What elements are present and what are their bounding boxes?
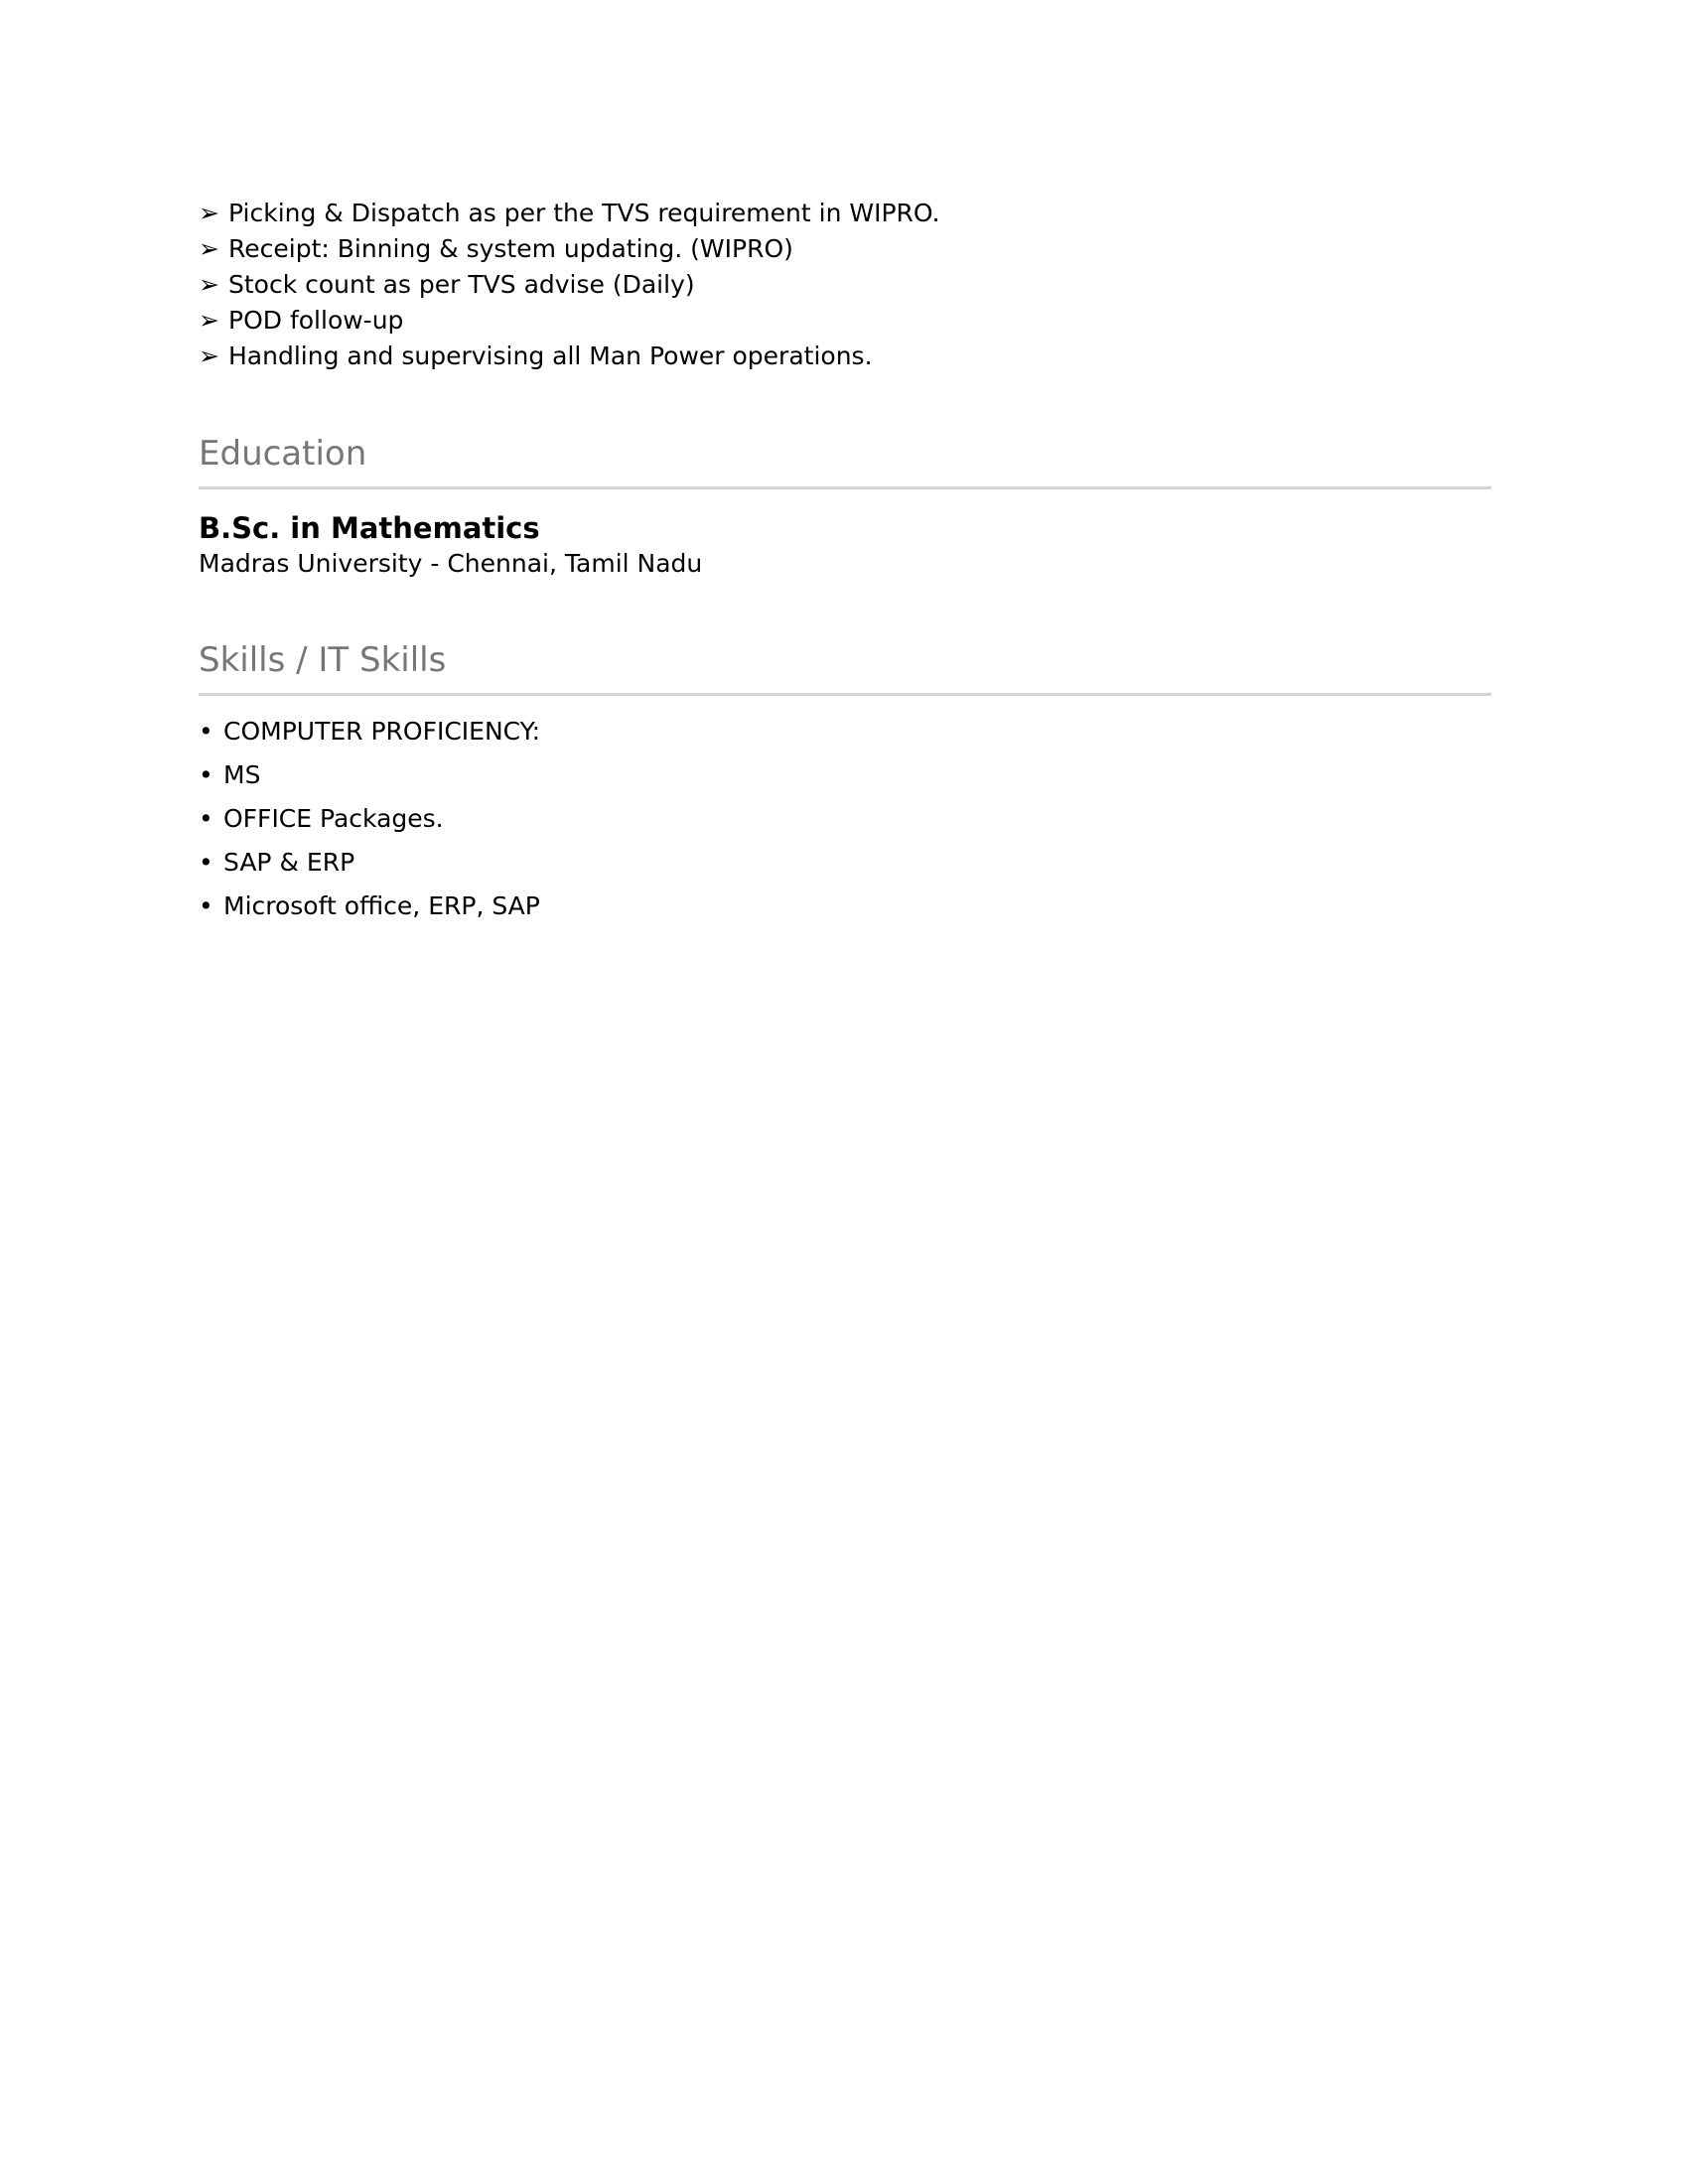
arrow-bullet-icon: ➢ — [199, 270, 219, 299]
skill-item — [199, 714, 1491, 757]
skill-text: OFFICE Packages. — [223, 804, 444, 833]
school-name: Madras University - Chennai, Tamil Nadu — [199, 549, 703, 578]
bullet-icon: • — [199, 760, 213, 789]
duty-item — [199, 339, 1491, 374]
arrow-bullet-icon: ➢ — [199, 234, 219, 263]
duty-item — [199, 303, 1491, 339]
bullet-icon: • — [199, 891, 213, 920]
skill-item — [199, 845, 1491, 888]
duty-item — [199, 267, 1491, 303]
degree-title: B.Sc. in Mathematics — [199, 511, 540, 545]
skill-item — [199, 888, 1491, 932]
arrow-bullet-icon: ➢ — [199, 341, 219, 370]
education-heading: Education — [199, 434, 367, 474]
duty-item — [199, 231, 1491, 267]
duty-text: Picking & Dispatch as per the TVS requirement in WIPRO. — [228, 199, 940, 227]
skill-text: MS — [223, 760, 261, 789]
duty-item — [199, 196, 1491, 231]
section-divider — [199, 486, 1491, 489]
duty-text: Receipt: Binning & system updating. (WIPRO) — [228, 234, 793, 263]
skill-item — [199, 757, 1491, 801]
arrow-bullet-icon: ➢ — [199, 199, 219, 227]
skill-text: SAP & ERP — [223, 848, 355, 877]
bullet-icon: • — [199, 717, 213, 746]
duty-text: POD follow-up — [228, 306, 404, 335]
skills-heading: Skills / IT Skills — [199, 640, 447, 680]
skill-text: Microsoft office, ERP, SAP — [223, 891, 540, 920]
education-section — [199, 432, 1491, 582]
skills-list — [199, 714, 1491, 932]
duty-text: Handling and supervising all Man Power operations. — [228, 341, 873, 370]
arrow-bullet-icon: ➢ — [199, 306, 219, 335]
skill-text: COMPUTER PROFICIENCY: — [223, 717, 541, 746]
skills-section — [199, 638, 1491, 932]
duty-text: Stock count as per TVS advise (Daily) — [228, 270, 695, 299]
skill-item — [199, 801, 1491, 845]
bullet-icon: • — [199, 804, 213, 833]
section-divider — [199, 693, 1491, 696]
duties-list — [199, 196, 1491, 374]
bullet-icon: • — [199, 848, 213, 877]
